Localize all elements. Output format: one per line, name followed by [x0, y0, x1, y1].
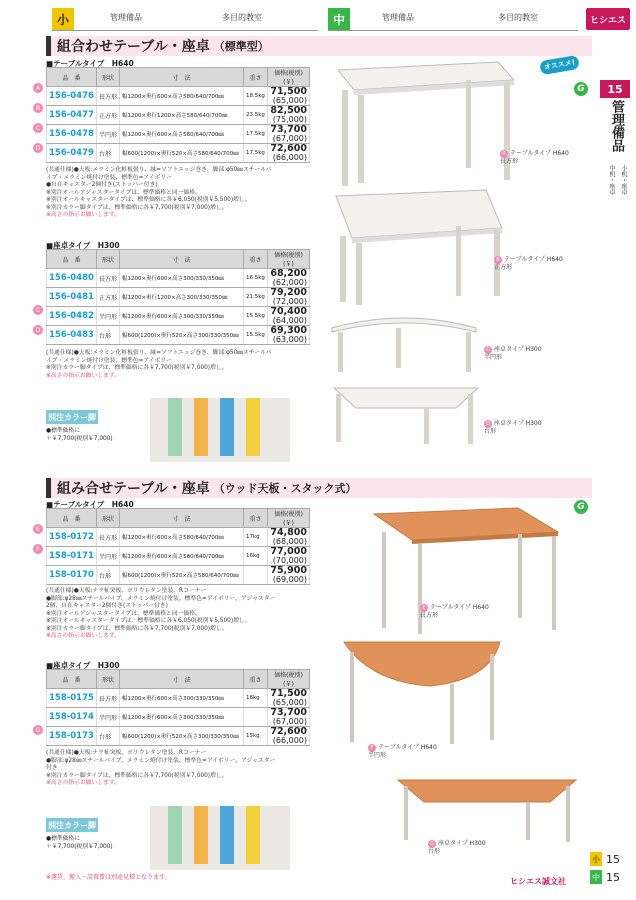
product-dimensions: 幅1200×奥行600×高さ300/330/350㎜	[119, 689, 243, 708]
table-halfround-image	[326, 314, 482, 376]
table-row	[47, 326, 310, 345]
product-code: 158-0171	[47, 547, 97, 566]
leg-blue	[220, 398, 234, 456]
row-label-badge: E	[33, 524, 43, 534]
product-dimensions: 幅1200×奥行1200×高さ300/330/350㎜	[119, 288, 243, 307]
row-label-badge: A	[33, 83, 43, 93]
header-category-right: 管理備品	[382, 13, 414, 22]
product-price: 69,300 (63,000)	[268, 326, 310, 345]
section2-table-type: ■テーブルタイプ H640	[46, 500, 134, 509]
note-line: ※別注カラー脚タイプは、標準価格に各￥7,700(税別￥7,000)増し。	[46, 204, 228, 211]
section2-title: 組み合せテーブル・座卓 （ウッド天板・スタック式）	[46, 478, 357, 498]
wood-table-halfround-image	[340, 636, 506, 748]
product-price: 71,500 (65,000)	[268, 689, 310, 708]
product-code: 156-0481	[47, 288, 97, 307]
section1-table: 品 番 形状 寸 法 重さ 価格(税別)(￥) 156-0476 長方形 幅1200×奥行600×高さ580/640/700㎜ 18.5kg 71,500 (65,000) 156-0477 正方形 幅1200×奥行1200×高さ580/640/700㎜ 23.5kg 82,500 (75,000) 156-0478 半円形 幅1200×奥行600×高さ580/640/700㎜ 17.5kg 73,700 (67,000) 156-0479 台形 幅600(1200)×奥行520×高さ580/640/700㎜ 17.5kg 72,600 (66,000)	[46, 67, 310, 163]
product-shape: 台形	[96, 566, 119, 585]
product-shape: 長方形	[96, 269, 119, 288]
row-label-badge: F	[33, 544, 43, 554]
product-dimensions: 幅600(1200)×奥行520×高さ300/330/350㎜	[119, 326, 243, 345]
row-label-badge: G	[33, 725, 43, 735]
product-price: 74,800 (68,000)	[268, 528, 310, 547]
table-row	[47, 269, 310, 288]
table-trapezoid-image	[326, 384, 486, 448]
section1-zataku-notes	[46, 350, 271, 380]
note-line: 付き	[46, 765, 58, 771]
color-legs-photo-2	[150, 806, 290, 870]
product-code: 156-0477	[47, 106, 97, 125]
caption-f: F テーブルタイプ H640 半円形	[368, 744, 437, 759]
header-sub-right: 多目的教室	[498, 13, 538, 22]
header-line-left	[52, 30, 318, 31]
table-square-image	[326, 188, 506, 308]
product-code: 158-0174	[47, 708, 97, 727]
row-label-badge: B	[33, 103, 43, 113]
section1-zataku-table: 品 番 形状 寸 法 重さ 価格(税別)(￥) 156-0480 長方形 幅1200×奥行600×高さ300/330/350㎜ 16.5kg 68,200 (62,000) 156-0481 正方形 幅1200×奥行1200×高さ300/330/350㎜ 21.5kg 79,200 (72,000) 156-0482 半円形 幅1200×奥行600×高さ300/330/350㎜ 15.5kg 70,400 (64,000) 156-0483 台形 幅600(1200)×奥行520×高さ300/330/350㎜ 15.5kg 69,300 (63,000)	[46, 249, 310, 345]
note-line: (共通仕様)●天板:メラミン化粧板張り、縁=ソフトエッジ巻き、脚部:φ50㎜スチールパ	[46, 167, 272, 173]
mid-badge: 中	[328, 8, 350, 30]
note-line: ※別注カラー脚タイプは、標準価格に各￥7,700(税別￥7,000)増し。	[46, 365, 228, 371]
table-row	[47, 106, 310, 125]
product-dimensions: 幅1200×奥行600×高さ580/640/700㎜	[119, 125, 243, 144]
leg-yellow	[246, 398, 260, 456]
product-weight: 15.5kg	[244, 326, 268, 345]
section2-zataku-table: 品 番 形状 寸 法 重さ 価格(税別)(￥) 158-0175 長方形 幅1200×奥行600×高さ300/330/350㎜ 16kg 71,500 (65,000) 158-0174 半円形 幅1200×奥行600×高さ300/330/350㎜ 73,700 (67,000) 158-0173 台形 幅600(1200)×奥行520×高さ300/330/350㎜ 15kg 72,600 (66,000)	[46, 669, 310, 746]
chapter-title: 管理備品	[609, 100, 624, 152]
product-shape: 半円形	[96, 307, 119, 326]
note-line: ※別注オールアジャスタータイプは、標準価格と同一価格。	[46, 610, 201, 617]
product-weight: 17.5kg	[244, 125, 268, 144]
color-leg-title-1: 別注カラー脚	[46, 410, 98, 424]
product-dimensions: 幅600(1200)×奥行520×高さ580/640/700㎜	[119, 144, 243, 163]
product-dimensions: 幅1200×奥行600×高さ300/330/350㎜	[119, 269, 243, 288]
product-price: 68,200 (62,000)	[268, 269, 310, 288]
color-leg-note-1: ●標準価格に ＋￥7,700(税別￥7,000)	[46, 428, 113, 442]
row-label-badge: C	[33, 305, 43, 315]
product-weight: 15kg	[244, 727, 268, 746]
product-shape: 台形	[96, 326, 119, 345]
product-shape: 半円形	[96, 125, 119, 144]
product-weight	[244, 566, 268, 585]
product-shape: 台形	[96, 727, 119, 746]
header-line-right	[328, 30, 578, 31]
row-label-badge: D	[33, 325, 43, 335]
note-line: ※高さの指示お願いします。	[46, 780, 120, 786]
note-line: ●脚部:φ28㎜スチールパイプ、メラミン焼付け塗装、標準色=アイボリー、アジャスター	[46, 595, 276, 602]
caption-a: A テーブルタイプ H640 長方形	[500, 150, 569, 165]
product-dimensions: 幅1200×奥行1200×高さ580/640/700㎜	[119, 106, 243, 125]
section2-zataku-notes	[46, 750, 275, 788]
leg-green	[168, 398, 182, 456]
product-price: 72,600 (66,000)	[268, 144, 310, 163]
leg-orange	[194, 398, 208, 456]
product-weight: 23.5kg	[244, 106, 268, 125]
note-line: ●自在キャスター2個付き(ストッパー付き)	[46, 182, 158, 188]
product-weight: 21.5kg	[244, 288, 268, 307]
product-dimensions: 幅1200×奥行600×高さ580/640/700㎜	[119, 528, 243, 547]
note-line: 2個、自在キャスター2個付き(ストッパー付き)	[46, 603, 168, 609]
product-shape: 半円形	[96, 708, 119, 727]
table-row	[47, 528, 310, 547]
product-code: 156-0480	[47, 269, 97, 288]
chapter-sub-small: 小机・座卓	[620, 165, 627, 195]
product-price: 82,500 (75,000)	[268, 106, 310, 125]
color-leg-note-2: ●標準価格に ＋￥7,700(税別￥7,000)	[46, 836, 113, 850]
product-shape: 正方形	[96, 106, 119, 125]
page-number-mid: 中 15	[592, 870, 620, 884]
note-line: ※別注オールキャスタータイプは、標準価格に各￥6,050(税別￥5,500)増し。	[46, 618, 251, 624]
product-shape: 長方形	[96, 528, 119, 547]
table-row	[47, 727, 310, 746]
caption-c: C 座卓タイプ H300 半円形	[484, 346, 542, 361]
color-legs-photo-1	[150, 398, 290, 462]
product-code: 156-0482	[47, 307, 97, 326]
product-weight: 17.5kg	[244, 144, 268, 163]
table-row	[47, 708, 310, 727]
recommend-badge: オススメ!	[539, 55, 580, 76]
row-label-badge: D	[33, 143, 43, 153]
note-line: ※別注カラー脚タイプは、標準価格に各￥7,700(税別￥7,000)増し。	[46, 772, 228, 779]
section2-table: 品 番 形状 寸 法 重さ 価格(税別)(￥) 158-0172 長方形 幅1200×奥行600×高さ580/640/700㎜ 17kg 74,800 (68,000) 158-0171 半円形 幅1200×奥行600×高さ580/640/700㎜ 16kg 77,000 (70,000) 158-0170 台形 幅600(1200)×奥行520×高さ580/640/700㎜ 75,900 (69,000)	[46, 508, 310, 585]
product-code: 158-0175	[47, 689, 97, 708]
product-code: 156-0478	[47, 125, 97, 144]
footer-note: ※運賃、搬入・設置費は別途見積となります。	[46, 874, 171, 881]
product-shape: 台形	[96, 144, 119, 163]
product-code: 158-0170	[47, 566, 97, 585]
table-row	[47, 87, 310, 106]
caption-e: E テーブルタイプ H640 長方形	[420, 604, 489, 619]
table-rect-image	[318, 58, 518, 188]
caption-d: D 座卓タイプ H300 台形	[484, 420, 542, 435]
note-line: ※別注オールキャスタータイプは、標準価格に各￥6,050(税別￥5,500)増し。	[46, 197, 251, 203]
product-price: 77,000 (70,000)	[268, 547, 310, 566]
product-code: 156-0479	[47, 144, 97, 163]
product-shape: 長方形	[96, 689, 119, 708]
table-row	[47, 547, 310, 566]
caption-b: B テーブルタイプ H640 正方形	[494, 256, 563, 271]
table-row	[47, 307, 310, 326]
product-code: 158-0173	[47, 727, 97, 746]
color-leg-title-2: 別注カラー脚	[46, 818, 98, 832]
note-line: (共通仕様)●天板:メラミン化粧板張り、縁=ソフトエッジ巻き、脚部:φ50㎜スチールパ	[46, 350, 272, 356]
product-dimensions: 幅600(1200)×奥行520×高さ300/330/350㎜	[119, 727, 243, 746]
product-weight: 17kg	[244, 528, 268, 547]
chapter-number: 15	[600, 80, 630, 98]
product-price: 73,700 (67,000)	[268, 125, 310, 144]
brand-logo-bottom: ヒシエス誠文社	[510, 877, 566, 886]
note-line: ※別注オールアジャスタータイプは、標準価格と同一価格。	[46, 189, 201, 196]
product-dimensions: 幅1200×奥行600×高さ580/640/700㎜	[119, 547, 243, 566]
note-line: ※高さの指示お願いします。	[46, 212, 120, 218]
product-price: 79,200 (72,000)	[268, 288, 310, 307]
product-weight: 18.5kg	[244, 87, 268, 106]
product-shape: 半円形	[96, 547, 119, 566]
product-shape: 長方形	[96, 87, 119, 106]
note-line: イプ・メラミン焼付け塗装、標準色=アイボリー	[46, 357, 172, 364]
product-weight	[244, 708, 268, 727]
section1-notes	[46, 167, 271, 220]
page-number-small: 小 15	[592, 852, 620, 866]
product-dimensions: 幅1200×奥行600×高さ580/640/700㎜	[119, 87, 243, 106]
table-row	[47, 144, 310, 163]
section1-title: 組合わせテーブル・座卓 （標準型）	[46, 36, 269, 56]
product-weight: 15.5kg	[244, 307, 268, 326]
product-price: 70,400 (64,000)	[268, 307, 310, 326]
note-line: ※別注カラー脚タイプは、標準価格に各￥7,700(税別￥7,000)増し。	[46, 625, 228, 632]
table-row	[47, 288, 310, 307]
section2-notes	[46, 588, 275, 641]
table-row	[47, 125, 310, 144]
note-line: (共通仕様)●天板:ナラ柾突板、ポリウレタン塗装、Rコーナー	[46, 588, 207, 594]
header-sub-left: 多目的教室	[222, 13, 262, 22]
product-price: 73,700 (67,000)	[268, 708, 310, 727]
header-category-left: 管理備品	[110, 13, 142, 22]
chapter-sub-mid: 中机・座卓	[608, 165, 615, 195]
note-line: イプ・メラミン焼付け塗装、標準色=アイボリー	[46, 174, 172, 181]
product-dimensions: 幅600(1200)×奥行520×高さ580/640/700㎜	[119, 566, 243, 585]
section1-table-type: ■テーブルタイプ H640	[46, 59, 134, 68]
wood-table-trapezoid-image	[390, 776, 580, 846]
product-dimensions: 幅1200×奥行600×高さ300/330/350㎜	[119, 708, 243, 727]
product-price: 75,900 (69,000)	[268, 566, 310, 585]
product-price: 72,600 (66,000)	[268, 727, 310, 746]
green-mark-icon-2: G	[574, 500, 588, 514]
note-line: ●脚部:φ28㎜スチールパイプ、メラミン焼付け塗装、標準色=アイボリー、アジャスター	[46, 757, 276, 764]
note-line: ※高さの指示お願いします。	[46, 633, 120, 639]
product-weight: 16.5kg	[244, 269, 268, 288]
table-row	[47, 689, 310, 708]
product-code: 158-0172	[47, 528, 97, 547]
product-weight: 16kg	[244, 689, 268, 708]
product-weight: 16kg	[244, 547, 268, 566]
product-code: 156-0476	[47, 87, 97, 106]
note-line: ※高さの指示お願いします。	[46, 372, 120, 379]
section2-zataku-type: ■座卓タイプ H300	[46, 661, 120, 670]
section1-zataku-type: ■座卓タイプ H300	[46, 241, 120, 250]
green-mark-icon: G	[574, 82, 588, 96]
table-row	[47, 566, 310, 585]
product-dimensions: 幅1200×奥行600×高さ300/330/350㎜	[119, 307, 243, 326]
product-code: 156-0483	[47, 326, 97, 345]
note-line: (共通仕様)●天板:ナラ柾突板、ポリウレタン塗装、Rコーナー	[46, 750, 207, 756]
caption-g: G 座卓タイプ H300 台形	[428, 840, 486, 855]
product-shape: 正方形	[96, 288, 119, 307]
row-label-badge: C	[33, 123, 43, 133]
brand-logo-top: ヒシエス	[586, 8, 630, 30]
small-badge: 小	[52, 8, 74, 30]
product-price: 71,500 (65,000)	[268, 87, 310, 106]
